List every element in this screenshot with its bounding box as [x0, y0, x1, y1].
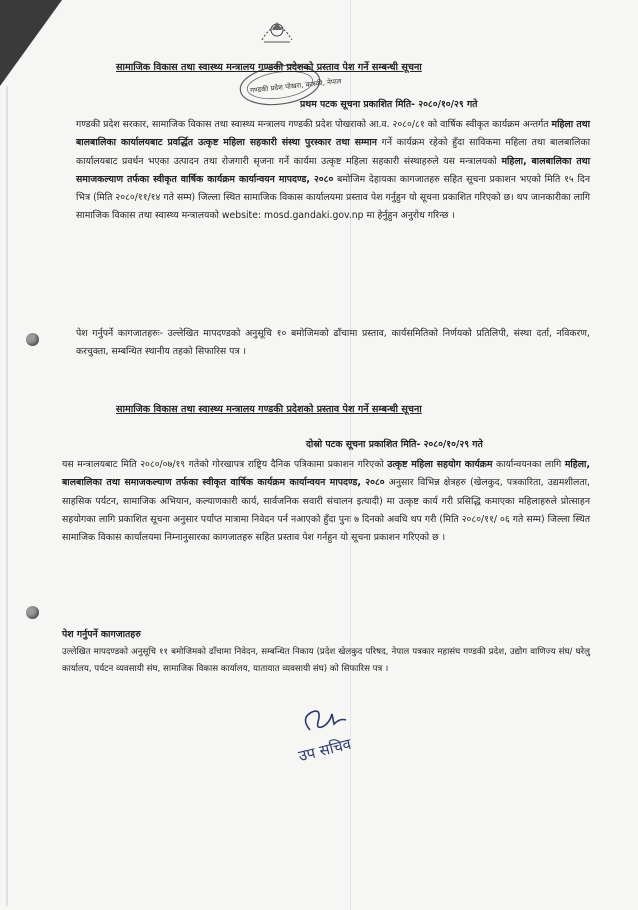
notice2-docs-heading: पेश गर्नुपर्ने कागजातहरु [62, 629, 141, 640]
scan-corner-shadow [0, 0, 62, 86]
signature-icon [296, 700, 366, 742]
notice2-date: दोस्रो पटक सूचना प्रकाशित मिति- २०८०/१०/२९ गते [306, 439, 483, 450]
scan-edge [6, 86, 8, 906]
notice2-body: यस मन्त्रालयबाट मिति २०८०/०७/१९ गतेको गोरखापत्र राष्ट्रिय दैनिक पत्रिकामा प्रकाशन गरिएको उत्कृष्ट महिला सहयोग कार्यक्रम कार्यान्वयनका लागि महिला, बालबालिका तथा समाजकल्याण तर्फका स्वीकृत वार्षिक कार्यक्रम कार्यान्वयन मापदण्ड, २०८० अनुसार विभिन्न क्षेत्रहरु (खेलकुद, पत्रकारिता, उद्यमशीलता, साहसिक पर्यटन, सामाजिक अभियान, कल्याणकारी कार्य, सार्वजनिक सवारी संचालन इत्यादी) मा उत्कृष्ट कार्य गरी प्रसिद्धि कमाएका महिलाहरुले प्रोत्साहन सहयोगका लागि प्रकाशित सूचना अनुसार पर्याप्त मात्रामा निवेदन पर्न नआएको हुँदा पुनः ७ दिनको अवधि थप गरी (मिति २०८०/११/ ०६ गते सम्म) जिल्ला स्थित सामाजिक विकास कार्यालयमा निम्नानुसारका कागजातहरु सहित प्रस्ताव पेश गर्नहुन यो सूचना प्रकाशन गरिएको छ । [62, 459, 590, 544]
notice1-title: सामाजिक विकास तथा स्वास्थ्य मन्त्रालय गण्डकी प्रदेशको प्रस्ताव पेश गर्ने सम्बन्धी सूचना [116, 62, 422, 73]
notice1-body: गण्डकी प्रदेश सरकार, सामाजिक विकास तथा स्वास्थ्य मन्त्रालय गण्डकी प्रदेश पोखराको आ.व. २०८०/८१ को वार्षिक स्वीकृत कार्यक्रम अन्तर्गत महिला तथा बालबालिका कार्यालयबाट प्रवर्द्धित उत्कृष्ट महिला सहकारी संस्था पुरस्कार तथा सम्मान गर्ने कार्यक्रम रहेको हुँदा साविकमा महिला तथा बालबालिका कार्यालयबाट प्रवर्धन भएका उत्पादन तथा रोजगारी सृजना गर्ने कार्यमा उत्कृष्ट महिला सहकारी संस्थाहरुले यस मन्त्रालयको महिला, बालबालिका तथा समाजकल्याण तर्फका स्वीकृत वार्षिक कार्यक्रम कार्यान्वयन मापदण्ड, २०८० बमोजिम देहायका कागजातहरु सहित सूचना प्रकाशन भएको मिति १५ दिन भित्र (मिति २०८०/११/१४ गते सम्म) जिल्ला स्थित सामाजिक विकास कार्यालयमा प्रस्ताव पेश गर्नुहुन यो सूचना प्रकाशित गरिएको छ। थप जानकारीका लागि सामाजिक विकास तथा स्वास्थ्य मन्त्रालयको website: mosd.gandaki.gov.np मा हेर्नुहुन अनुरोध गरिन्छ । [76, 119, 591, 222]
signatory-title: उप सचिव [296, 734, 353, 766]
stamp-text: गण्डकी प्रदेश पोखरा, कास्की, नेपाल [249, 77, 342, 95]
binder-hole-2 [26, 606, 39, 619]
binder-hole-1 [26, 333, 39, 346]
notice2-docs-text: उल्लेखित मापदण्डको अनुसूचि ११ बमोजिमको ढाँचामा निवेदन, सम्बन्धित निकाय (प्रदेश खेलकुद परिषद, नेपाल पत्रकार महासंघ गण्डकी प्रदेश, उद्योग वाणिज्य संघ/ घरेलु कार्यालय, पर्यटन व्यवसायी संघ, सामाजिक विकास कार्यालय, यातायात व्यवसायी संघ) को सिफारिस पत्र । [62, 647, 590, 674]
notice1-documents: पेश गर्नुपर्ने कागजातहरुः- उल्लेखित मापदण्डको अनुसूचि १० बमोजिमको ढाँचामा प्रस्ताव, कार्यसमितिको निर्णयको प्रतिलिपी, संस्था दर्ता, नविकरण, करचुक्ता, सम्बन्धित स्थानीय तहको सिफारिस पत्र । [76, 328, 590, 358]
notice1-date: प्रथम पटक सूचना प्रकाशित मिति- २०८०/१०/२९ गते [300, 99, 478, 110]
notice2-title: सामाजिक विकास तथा स्वास्थ्य मन्त्रालय गण्डकी प्रदेशको प्रस्ताव पेश गर्ने सम्बन्धी सूचना [116, 404, 422, 415]
government-emblem-icon [254, 12, 300, 46]
